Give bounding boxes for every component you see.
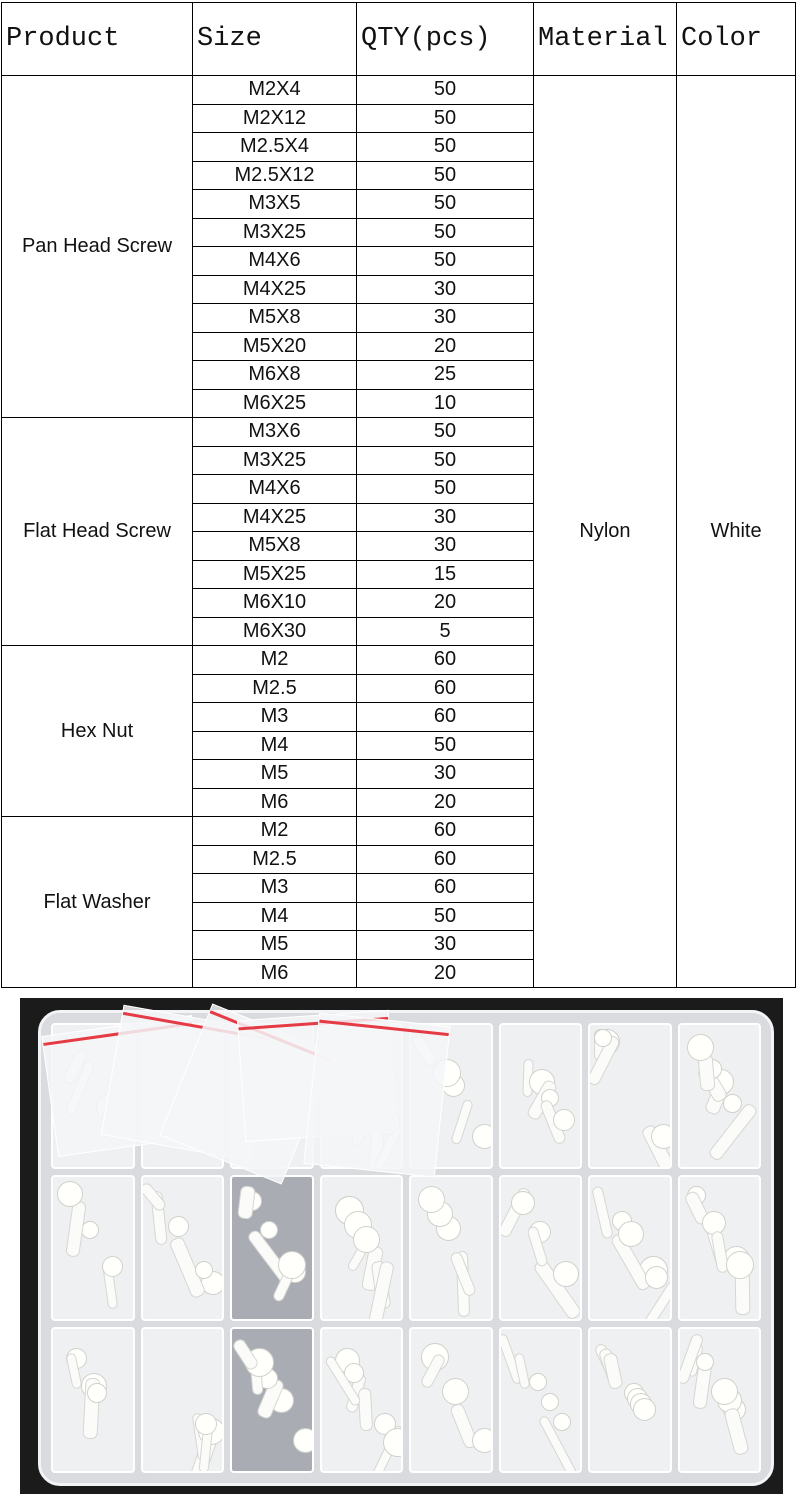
material-cell: Nylon [534,76,677,988]
qty-cell: 60 [357,845,534,874]
tray-compartment [588,1327,672,1473]
color-cell: White [677,76,796,988]
size-cell: M2.5X4 [193,133,357,162]
size-cell: M2X4 [193,76,357,105]
qty-cell: 50 [357,133,534,162]
qty-cell: 20 [357,589,534,618]
qty-cell: 30 [357,304,534,333]
qty-cell: 60 [357,874,534,903]
size-cell: M6 [193,788,357,817]
header-size: Size [193,3,357,76]
zip-bag [303,1013,450,1178]
size-cell: M5 [193,931,357,960]
size-cell: M5X8 [193,532,357,561]
tray-compartment [588,1023,672,1169]
screw-head-icon [696,1353,714,1371]
qty-cell: 50 [357,475,534,504]
size-cell: M5X20 [193,332,357,361]
screw-head-icon [633,1398,656,1421]
tray-compartment [141,1327,225,1473]
nylon-screw-icon [450,1099,474,1146]
qty-cell: 50 [357,247,534,276]
product-name-cell: Hex Nut [2,646,193,817]
screw-head-icon [687,1034,714,1061]
size-cell: M2 [193,817,357,846]
spec-table [1,2,796,988]
tray-compartment [678,1175,762,1321]
screw-head-icon [472,1428,493,1453]
size-cell: M2 [193,646,357,675]
qty-cell: 50 [357,190,534,219]
tray-compartment [499,1327,583,1473]
spec-table-body [2,76,796,988]
storage-tray [38,1010,774,1486]
qty-cell: 30 [357,931,534,960]
nylon-screw-icon [449,1250,477,1297]
qty-cell: 60 [357,674,534,703]
size-cell: M2X12 [193,104,357,133]
screw-head-icon [541,1393,559,1411]
screw-head-icon [472,1124,493,1149]
size-cell: M4X6 [193,475,357,504]
tray-compartment [499,1023,583,1169]
screw-head-icon [651,1124,672,1149]
screw-head-icon [353,1226,380,1253]
size-cell: M3 [193,703,357,732]
qty-cell: 20 [357,788,534,817]
screw-head-icon [726,1251,754,1279]
product-name-cell: Flat Washer [2,817,193,988]
size-cell: M6X25 [193,389,357,418]
qty-cell: 60 [357,646,534,675]
size-cell: M2.5 [193,674,357,703]
screw-head-icon [529,1373,547,1391]
size-cell: M4 [193,731,357,760]
tray-compartment [678,1023,762,1169]
size-cell: M3X6 [193,418,357,447]
qty-cell: 30 [357,532,534,561]
qty-cell: 60 [357,703,534,732]
zip-bags [41,1013,441,1213]
size-cell: M5X8 [193,304,357,333]
screw-head-icon [645,1266,668,1289]
tray-compartment [230,1327,314,1473]
size-cell: M4X6 [193,247,357,276]
qty-cell: 50 [357,446,534,475]
header-product: Product [2,3,193,76]
table-row [2,76,796,105]
qty-cell: 20 [357,332,534,361]
size-cell: M4 [193,902,357,931]
qty-cell: 50 [357,902,534,931]
qty-cell: 30 [357,503,534,532]
qty-cell: 25 [357,361,534,390]
qty-cell: 50 [357,161,534,190]
screw-head-icon [260,1221,278,1239]
screw-head-icon [168,1216,189,1237]
qty-cell: 50 [357,218,534,247]
size-cell: M4X25 [193,275,357,304]
size-cell: M5X25 [193,560,357,589]
size-cell: M2.5X12 [193,161,357,190]
nylon-screw-icon [357,1388,372,1432]
size-cell: M5 [193,760,357,789]
qty-cell: 15 [357,560,534,589]
size-cell: M3X5 [193,190,357,219]
tray-compartment [588,1175,672,1321]
screw-head-icon [553,1261,579,1287]
size-cell: M3X25 [193,218,357,247]
screw-head-icon [618,1221,644,1247]
tray-compartment [320,1327,404,1473]
qty-cell: 50 [357,731,534,760]
header-material: Material [534,3,677,76]
qty-cell: 50 [357,104,534,133]
qty-cell: 20 [357,959,534,988]
screw-head-icon [711,1378,738,1405]
screw-head-icon [278,1251,306,1279]
screw-head-icon [195,1413,217,1435]
size-cell: M2.5 [193,845,357,874]
nylon-screw-icon [591,1185,614,1239]
screw-head-icon [442,1378,469,1405]
product-name-cell: Flat Head Screw [2,418,193,646]
header-color: Color [677,3,796,76]
size-cell: M6X30 [193,617,357,646]
qty-cell: 50 [357,418,534,447]
header-row [2,3,796,76]
zip-seal-icon [319,1020,449,1037]
size-cell: M6X10 [193,589,357,618]
qty-cell: 30 [357,760,534,789]
nylon-screw-icon [602,1352,623,1390]
screw-head-icon [553,1413,571,1431]
qty-cell: 60 [357,817,534,846]
nylon-screw-icon [723,1407,750,1456]
qty-cell: 50 [357,76,534,105]
size-cell: M3X25 [193,446,357,475]
size-cell: M4X25 [193,503,357,532]
screw-head-icon [594,1029,612,1047]
size-cell: M6X8 [193,361,357,390]
tray-compartment [51,1327,135,1473]
screw-head-icon [293,1428,314,1453]
product-name-cell: Pan Head Screw [2,76,193,418]
tray-compartment [678,1327,762,1473]
screw-head-icon [87,1383,107,1403]
screw-head-icon [511,1191,535,1215]
screw-head-icon [195,1261,213,1279]
product-photo [20,998,783,1494]
size-cell: M3 [193,874,357,903]
qty-cell: 10 [357,389,534,418]
screw-head-icon [102,1256,123,1277]
tray-compartment [499,1175,583,1321]
size-cell: M6 [193,959,357,988]
screw-head-icon [553,1109,575,1131]
header-qty: QTY(pcs) [357,3,534,76]
qty-cell: 5 [357,617,534,646]
tray-compartment [409,1327,493,1473]
qty-cell: 30 [357,275,534,304]
